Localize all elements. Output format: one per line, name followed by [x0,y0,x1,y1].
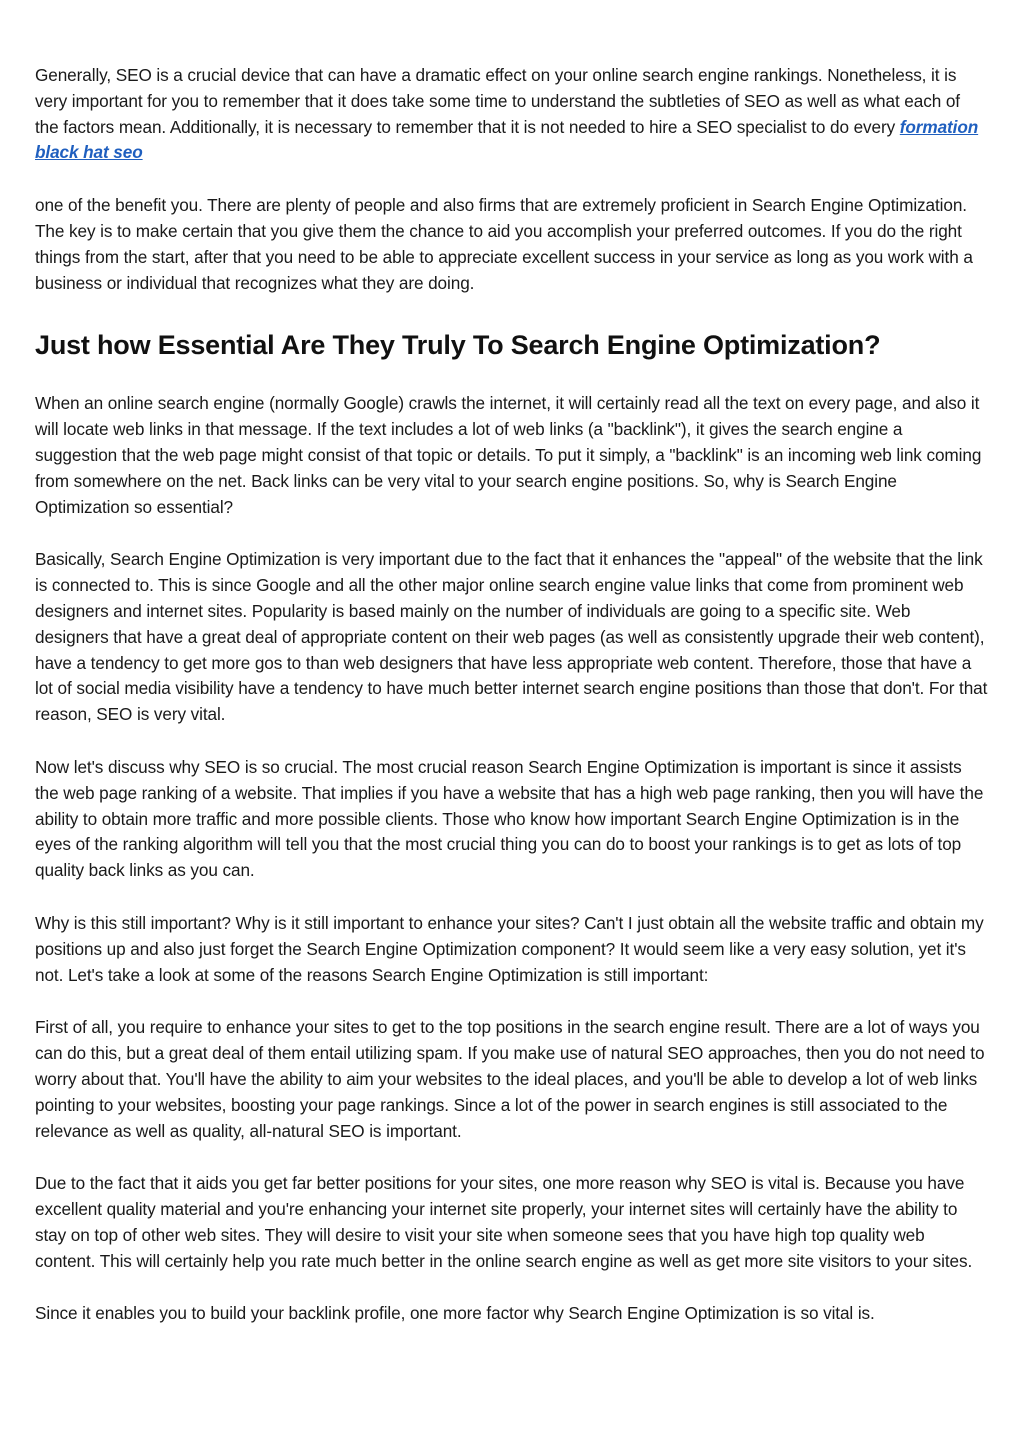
paragraph-backlink-profile: Since it enables you to build your backlink profile, one more factor why Search Engine Optimization is so vital is. [35,1303,875,1324]
paragraph-still-important: Why is this still important? Why is it still important to enhance your sites? Can't I just obtain all the website traffic and obtain my positions up and also just forget the Search Engine Optimization component? It would seem like a very easy solution, yet it's not. Let's take a look at some of the reasons Search Engine Optimization is still important: [35,912,984,985]
paragraph-ranking: Now let's discuss why SEO is so crucial. The most crucial reason Search Engine Optimization is important is since it assists the web page ranking of a website. That implies if you have a website that has a high web page ranking, then you will have the ability to obtain more traffic and more possible clients. Those who know how important Search Engine Optimization is in the eyes of the ranking algorithm will tell you that the most crucial thing you can do to boost your rankings is to get as lots of top quality back links as you can. [35,756,984,881]
paragraph-first-of-all: First of all, you require to enhance your sites to get to the top positions in the search engine result. There are a lot of ways you can do this, but a great deal of them entail utilizing spam. If you make use of natural SEO approaches, then you do not need to worry about that. You'll have the ability to aim your websites to the ideal places, and you'll be able to develop a lot of web links pointing to your websites, boosting your page rankings. Since a lot of the power in search engines is still associated to the relevance as well as quality, all-natural SEO is important. [35,1017,985,1141]
paragraph-crawl: When an online search engine (normally Google) crawls the internet, it will certainly read all the text on every page, and also it will locate web links in that message. If the text includes a lot of web links (a "backlink"), it gives the search engine a suggestion that the web page might consist of that topic or details. To put it simply, a "backlink" is an incoming web link coming from somewhere on the net. Back links can be very vital to your search engine positions. So, why is Search Engine Optimization so essential? [35,393,982,517]
paragraph-appeal: Basically, Search Engine Optimization is very important due to the fact that it enhances the "appeal" of the website that the link is connected to. This is since Google and all the other major online search engine value links that come from prominent web designers and internet sites. Popularity is based mainly on the number of individuals are going to a specific site. Web designers that have a great deal of appropriate content on their web pages (as well as consistently upgrade their web content), have a tendency to get more gos to than web designers that have less appropriate web content. Therefore, those that have a lot of social media visibility have a tendency to have much better internet search engine positions than those that don't. For that reason, SEO is very vital. [35,549,988,725]
paragraph-intro-text: Generally, SEO is a crucial device that can have a dramatic effect on your online search engine rankings. Nonetheless, it is very important for you to remember that it does take some time to understand the subtleties of SEO as well as what each of the factors mean. Additionally, it is necessary to remember that it is not needed to hire a SEO specialist to do every [35,65,960,137]
paragraph-better-positions: Due to the fact that it aids you get far better positions for your sites, one more reason why SEO is vital is. Because you have excellent quality material and you're enhancing your internet site properly, your internet sites will certainly have the ability to stay on top of other web sites. They will desire to visit your site when someone sees that you have high top quality web content. This will certainly help you rate much better in the online search engine as well as get more site visitors to your sites. [35,1173,973,1271]
paragraph-benefit: one of the benefit you. There are plenty of people and also firms that are extremely proficient in Search Engine Optimization. The key is to make certain that you give them the chance to aid you accomplish your preferred outcomes. If you do the right things from the start, after that you need to be able to appreciate excellent success in your service as long as you work with a business or individual that recognizes what they are doing. [35,195,973,293]
paragraph-intro [35,63,988,166]
formation-black-hat-seo-link[interactable]: formation black hat seo [35,116,979,163]
section-heading: Just how Essential Are They Truly To Search Engine Optimization? [35,330,881,361]
